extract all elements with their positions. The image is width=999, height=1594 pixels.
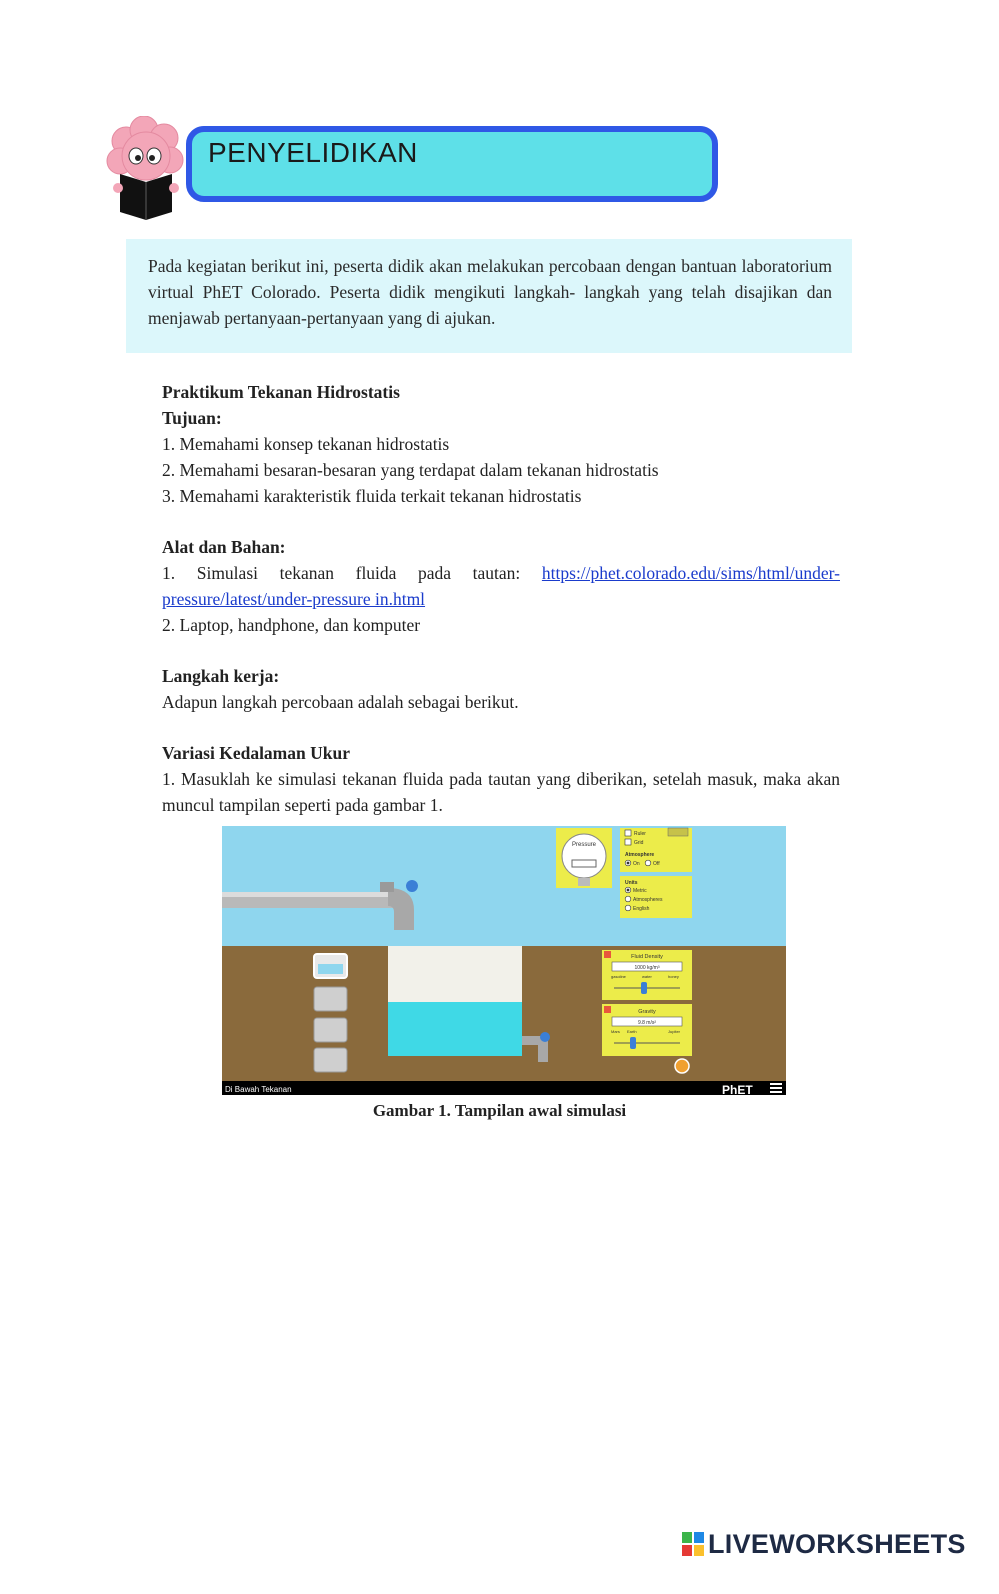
unit-atmospheres-label: Atmospheres (633, 897, 663, 903)
gravity-label: Gravity (638, 1009, 656, 1015)
pressure-gauge[interactable] (556, 828, 612, 888)
fluid-density-label: Fluid Density (631, 954, 663, 960)
sim-footer (222, 1081, 786, 1095)
menu-icon[interactable] (770, 1083, 782, 1093)
phet-logo: PhET (722, 1083, 753, 1095)
fluid-tick-honey: honey (668, 974, 679, 979)
atmosphere-label: Atmosphere (625, 852, 655, 858)
ruler-checkbox-label: Ruler (634, 831, 646, 837)
tujuan-label: Tujuan: (162, 408, 222, 428)
intro-box (126, 239, 852, 353)
langkah-label: Langkah kerja: (162, 666, 280, 686)
gravity-panel[interactable] (602, 1004, 692, 1056)
simulation-screenshot (222, 826, 786, 1095)
gravity-tick-mars: Mars (611, 1029, 620, 1034)
grid-checkbox-label: Grid (634, 840, 644, 846)
fluid-tick-water: water (642, 974, 652, 979)
brand-name: LIVEWORKSHEETS (708, 1528, 966, 1559)
liveworksheets-logo-icon (682, 1532, 704, 1556)
fluid-tick-gasoline: gasoline (611, 974, 626, 979)
units-panel[interactable] (620, 876, 692, 918)
alat-item-2: 2. Laptop, handphone, dan komputer (162, 615, 421, 635)
simulation-link[interactable]: https://phet.colorado.edu/sims/html/under-pressure/latest/under-pressure in.html (162, 563, 840, 609)
fluid-density-value: 1000 kg/m³ (634, 965, 660, 971)
langkah-text: Adapun langkah percobaan adalah sebagai berikut. (162, 692, 519, 712)
pool-water (388, 1002, 522, 1056)
units-label: Units (625, 880, 638, 886)
unit-metric-label: Metric (633, 888, 647, 894)
brain-reading-book-icon (106, 116, 186, 221)
tujuan-item: 3. Memahami karakteristik fluida terkait tekanan hidrostatis (162, 486, 582, 506)
sky (222, 826, 786, 946)
alat-item-1 (162, 560, 840, 612)
reset-icon[interactable] (675, 1059, 689, 1073)
sim-footer-title: Di Bawah Tekanan (225, 1085, 292, 1094)
intro-text: Pada kegiatan berikut ini, peserta didik akan melakukan percobaan dengan bantuan laboratorium virtual PhET Colorado. Peserta didik mengikuti langkah- langkah yang telah disajikan dan menjawab pertanyaan-pertanyaan yang di ajukan. (148, 256, 832, 328)
variasi-label: Variasi Kedalaman Ukur (162, 743, 350, 763)
variasi-step-1: 1. Masuklah ke simulasi tekanan fluida pada tautan yang diberikan, setelah masuk, maka akan muncul tampilan seperti pada gambar 1. (162, 769, 840, 815)
settings-panel[interactable] (620, 828, 692, 872)
praktikum-title: Praktikum Tekanan Hidrostatis (162, 382, 400, 402)
alat-label: Alat dan Bahan: (162, 537, 286, 557)
gravity-tick-earth: Earth (627, 1029, 637, 1034)
figure-caption: Gambar 1. Tampilan awal simulasi (372, 1101, 627, 1120)
alat-item-1-prefix: 1. Simulasi tekanan fluida pada tautan: (162, 563, 521, 583)
atm-on-label: On (633, 861, 640, 867)
atm-off-label: Off (653, 861, 660, 867)
page-title: PENYELIDIKAN (208, 137, 418, 168)
gravity-value: 9.8 m/s² (637, 1020, 657, 1026)
liveworksheets-brand (682, 1527, 966, 1561)
tujuan-item: 1. Memahami konsep tekanan hidrostatis (162, 434, 450, 454)
gravity-tick-jupiter: Jupiter (668, 1029, 681, 1034)
gauge-label: Pressure (571, 842, 597, 848)
tujuan-item: 2. Memahami besaran-besaran yang terdapat dalam tekanan hidrostatis (162, 460, 659, 480)
unit-english-label: English (633, 906, 650, 912)
fluid-density-panel[interactable] (602, 950, 692, 1000)
